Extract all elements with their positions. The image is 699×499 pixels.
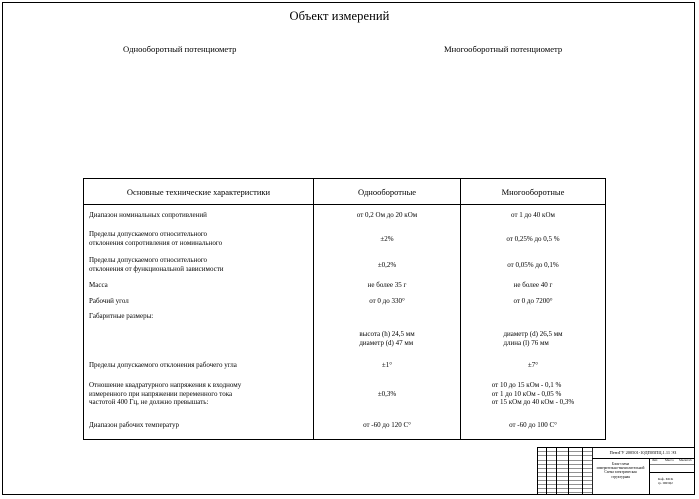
- multi-line: от 0,05% до 0,1%: [507, 260, 559, 269]
- single-line: диаметр (d) 47 мм: [359, 339, 414, 347]
- table-row: [84, 293, 606, 310]
- title-block: [537, 447, 695, 495]
- single-line: ±0,2%: [377, 260, 397, 269]
- header-multi-turn: Многооборотные: [461, 179, 606, 205]
- label-line: Габаритные размеры:: [89, 311, 154, 320]
- cell-label: [84, 310, 314, 323]
- label-line: отклонения от функциональной зависимости: [89, 265, 224, 273]
- single-line: от 0 до 330°: [369, 296, 405, 305]
- label-line: Отношение квадратурного напряжения к входному: [89, 381, 242, 390]
- cell-multi: [461, 323, 606, 356]
- cell-multi: [461, 356, 606, 376]
- cell-multi: [461, 413, 606, 440]
- single-line: высота (h) 24,5 мм: [359, 330, 415, 339]
- label-line: Рабочий угол: [89, 296, 129, 305]
- cell-multi: [461, 226, 606, 253]
- multi-line: от 0,25% до 0,5 %: [506, 234, 560, 243]
- table-row: [84, 310, 606, 323]
- multi-line: не более 40 г: [513, 280, 553, 289]
- table-row: [84, 413, 606, 440]
- label-line: Диапазон номинальных сопротивлений: [89, 210, 207, 219]
- single-line: не более 35 г: [367, 280, 407, 289]
- multi-line: от 1 до 10 кОм - 0,05 %: [491, 389, 562, 398]
- cell-single: [314, 310, 461, 323]
- cell-label: [84, 293, 314, 310]
- cell-label: [84, 323, 314, 356]
- drawing-name: Блок-схема измерительно-вычислительной Схема электрическая структурная: [592, 458, 650, 494]
- cell-multi: [461, 310, 606, 323]
- page-title: Объект измерений: [289, 9, 390, 23]
- cell-multi: [461, 293, 606, 310]
- cell-single: [314, 413, 461, 440]
- multi-line: длина (l) 76 мм: [503, 339, 549, 347]
- cell-single: [314, 253, 461, 278]
- single-line: ±1°: [381, 361, 393, 370]
- cell-multi: [461, 376, 606, 413]
- label-line: Пределы допускаемого относительного: [89, 256, 208, 265]
- cell-label: [84, 253, 314, 278]
- single-line: ±0,3%: [377, 389, 397, 398]
- cell-multi: [461, 253, 606, 278]
- cell-single: [314, 376, 461, 413]
- label-line: Пределы допускаемого относительного: [89, 230, 208, 239]
- litera-mass-scale: Лит. Масса Масштаб: [650, 458, 694, 473]
- label-line: измеренного при напряжении переменного тока: [89, 389, 233, 398]
- document-code: ПензГУ 200501-10ДП05ПЦ.1.11 ЭЗ: [592, 448, 694, 459]
- header-characteristics: Основные технические характеристики: [84, 179, 314, 205]
- organization: Каф. МСК гр. 06ПЦ2: [658, 477, 674, 485]
- cell-label: [84, 376, 314, 413]
- single-line: от -60 до 120 С°: [363, 421, 411, 430]
- cell-single: [314, 293, 461, 310]
- cell-multi: [461, 278, 606, 293]
- cell-single: [314, 278, 461, 293]
- label-line: Пределы допускаемого отклонения рабочего угла: [89, 361, 237, 370]
- cell-label: [84, 413, 314, 440]
- cell-single: [314, 323, 461, 356]
- table-row: [84, 278, 606, 293]
- cell-multi: [461, 205, 606, 226]
- table-row: [84, 376, 606, 413]
- multi-turn-subtitle: Многооборотный потенциометр: [444, 44, 563, 54]
- single-line: ±2%: [380, 234, 394, 243]
- label-line: Диапазон рабочих температур: [89, 421, 179, 430]
- header-single-turn: Однооборотные: [314, 179, 461, 205]
- table-header-row: [84, 179, 606, 205]
- multi-line: от 0 до 7200°: [513, 296, 553, 305]
- multi-line: ±7°: [527, 361, 539, 370]
- multi-line: от 10 до 15 кОм - 0,1 %: [491, 381, 562, 390]
- table-row: [84, 323, 606, 356]
- cell-label: [84, 356, 314, 376]
- multi-line: от 1 до 40 кОм: [511, 210, 555, 219]
- label-line: частотой 400 Гц, не должно превышать:: [89, 398, 209, 407]
- multi-line: диаметр (d) 26,5 мм: [503, 330, 563, 339]
- table-row: [84, 205, 606, 226]
- cell-label: [84, 205, 314, 226]
- cell-single: [314, 356, 461, 376]
- table-row: [84, 356, 606, 376]
- multi-line: от -60 до 100 С°: [509, 421, 557, 430]
- label-line: Масса: [89, 280, 108, 289]
- cell-label: [84, 226, 314, 253]
- multi-line: от 15 кОм до 40 кОм - 0,3%: [491, 398, 575, 407]
- cell-single: [314, 205, 461, 226]
- table-row: [84, 253, 606, 278]
- single-line: от 0,2 Ом до 20 кОм: [356, 210, 418, 219]
- specifications-table: [83, 178, 606, 440]
- label-line: отклонения сопротивления от номинального: [89, 239, 223, 247]
- cell-single: [314, 226, 461, 253]
- cell-label: [84, 278, 314, 293]
- table-row: [84, 226, 606, 253]
- single-turn-subtitle: Однооборотный потенциометр: [123, 44, 237, 54]
